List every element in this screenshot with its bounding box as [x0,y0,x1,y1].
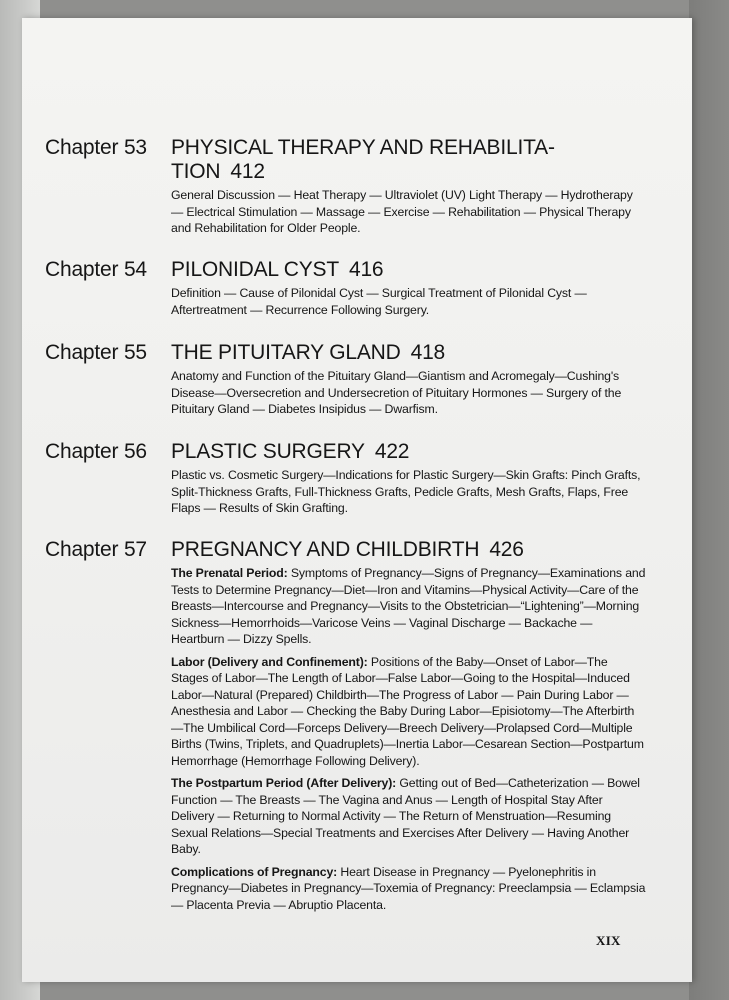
description-paragraph: Labor (Delivery and Confinement): Positions of the Baby—Onset of Labor—The Stages of Labor—The Length of Labor—False Labor—Going to the Hospital—Induced Labor—Natural (Prepared) Childbirth—The Progress of Labor — Pain During Labor — Anesthesia and Labor — Checking the Baby During Labor—Episiotomy—The Afterbirth—The Umbilical Cord—Forceps Delivery—Breech Delivery—Prolapsed Cord—Multiple Births (Twins, Triplets, and Quadruplets)—Inertia Labor—Cesarean Section—Postpartum Hemorrhage (Hemorrhage Following Delivery). [171,654,644,768]
description-paragraph: The Postpartum Period (After Delivery): Getting out of Bed—Catheterization — Bowel Function — The Breasts — The Vagina and Anus — Length of Hospital Stay After Delivery — Returning to Normal Activity — The Return of Menstruation—Resuming Sexual Relations—Special Treatments and Exercises After Delivery — Having Another Baby. [171,776,640,856]
chapter-label: Chapter 54 [45,258,147,281]
chapter-body [171,538,646,919]
chapter-title: PREGNANCY AND CHILDBIRTH 426 [171,538,524,561]
paragraph-heading: The Postpartum Period (After Delivery): [171,776,397,790]
chapter-title: PHYSICAL THERAPY AND REHABILITA-TION 412 [171,136,555,183]
description-paragraph: Complications of Pregnancy: Heart Disease in Pregnancy — Pyelonephritis in Pregnancy—Diabetes in Pregnancy—Toxemia of Pregnancy: Preeclampsia — Eclampsia — Placenta Previa — Abruptio Placenta. [171,864,646,912]
chapter-label: Chapter 57 [45,538,147,561]
description-paragraph: Anatomy and Function of the Pituitary Gland—Giantism and Acromegaly—Cushing's Disease—Oversecretion and Undersecretion of Pituitary Hormones — Surgery of the Pituitary Gland — Diabetes Insipidus — Dwarfism. [171,369,622,416]
chapter-title: PLASTIC SURGERY 422 [171,440,410,463]
description-paragraph: General Discussion — Heat Therapy — Ultraviolet (UV) Light Therapy — Hydrotherapy — Electrical Stimulation — Massage — Exercise — Rehabilitation — Physical Therapy and Rehabilitation for Older People. [171,188,633,235]
chapter-description [171,368,646,418]
description-paragraph: Definition — Cause of Pilonidal Cyst — Surgical Treatment of Pilonidal Cyst — Aftertreatment — Recurrence Following Surgery. [171,286,587,317]
chapter-body [171,341,646,424]
chapter-label: Chapter 53 [45,136,147,159]
chapter-title: THE PITUITARY GLAND 418 [171,341,446,364]
description-paragraph: The Prenatal Period: Symptoms of Pregnancy—Signs of Pregnancy—Examinations and Tests to Determine Pregnancy—Diet—Iron and Vitamins—Physical Activity—Care of the Breasts—Intercourse and Pregnancy—Visits to the Obstetrician—“Lightening”—Morning Sickness—Hemorrhoids—Varicose Veins — Vaginal Discharge — Backache — Heartburn — Dizzy Spells. [171,566,646,646]
chapter-label: Chapter 55 [45,341,147,364]
chapter-page-number: 426 [489,538,524,561]
chapter-label: Chapter 56 [45,440,147,463]
chapter-description [171,285,646,318]
chapter-page-number: 412 [230,160,265,183]
paragraph-heading: The Prenatal Period: [171,566,288,580]
paragraph-heading: Complications of Pregnancy: [171,864,338,879]
chapter-body [171,136,646,243]
chapter-title: PILONIDAL CYST 416 [171,258,384,281]
chapter-body [171,440,646,523]
chapter-page-number: 422 [374,440,410,463]
book-page [22,18,692,982]
chapter-body [171,258,646,324]
chapter-description [171,467,646,517]
chapter-description [171,187,646,237]
chapter-page-number: 416 [348,258,384,281]
paragraph-heading: Labor (Delivery and Confinement): [171,654,368,669]
chapter-page-number: 418 [410,341,446,364]
chapter-description [171,565,646,913]
page-folio: XIX [596,933,621,948]
description-paragraph: Plastic vs. Cosmetic Surgery—Indications for Plastic Surgery—Skin Grafts: Pinch Grafts, Split-Thickness Grafts, Full-Thickness Grafts, Pedicle Grafts, Mesh Grafts, Flaps, Free Flaps — Results of Skin Grafting. [171,468,641,515]
background-right [689,0,729,1000]
